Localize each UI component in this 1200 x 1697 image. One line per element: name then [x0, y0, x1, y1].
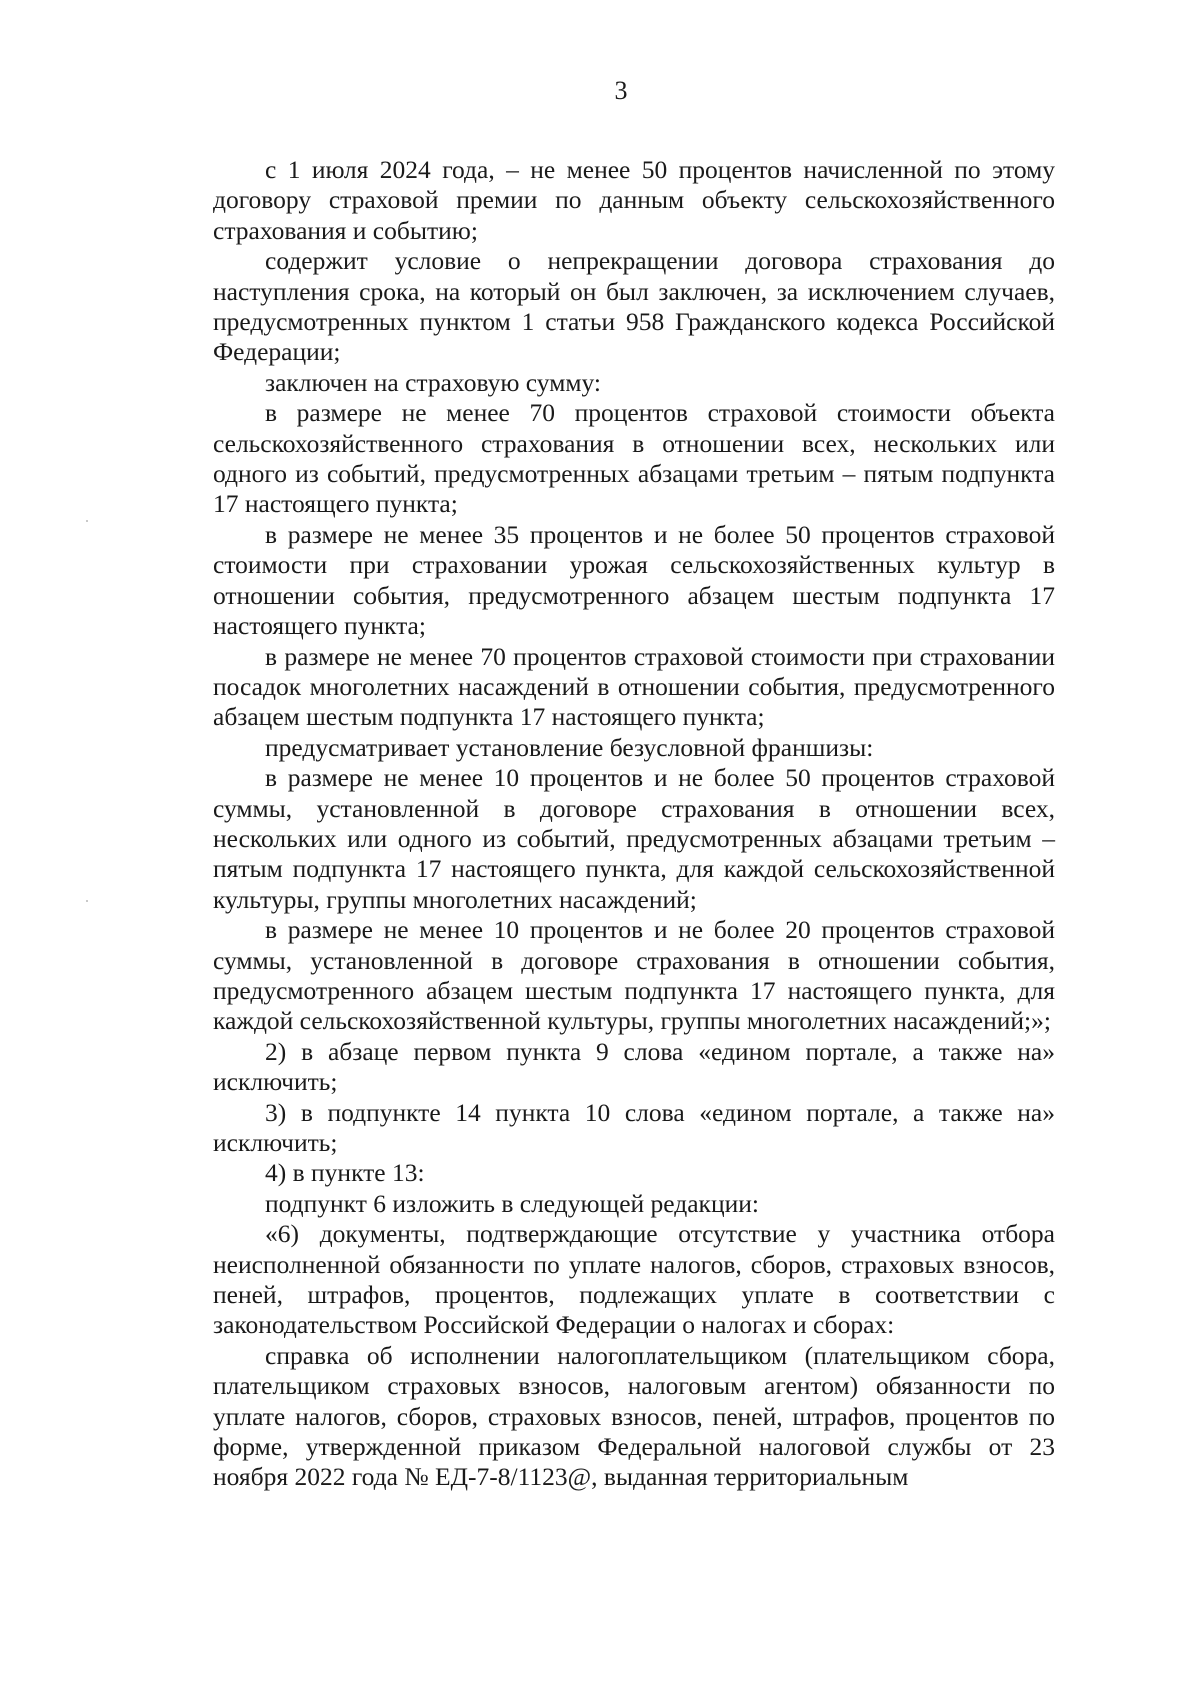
paragraph: в размере не менее 70 процентов страховой стоимости объекта сельскохозяйственного страхования в отношении всех, нескольких или одного из событий, предусмотренных абзацами третьим – пятым подпункта 17 настоящего пункта; — [213, 398, 1055, 519]
paragraph: заключен на страховую сумму: — [265, 367, 601, 397]
paragraph: 2) в абзаце первом пункта 9 слова «едином портале, а также на» исключить; — [213, 1036, 1055, 1097]
paragraph: подпункт 6 изложить в следующей редакции: — [265, 1188, 759, 1218]
document-body — [213, 155, 1055, 1493]
paragraph: справка об исполнении налогоплательщиком (плательщиком сбора, плательщиком страховых взносов, налоговым агентом) обязанности по уплате налогов, сборов, страховых взносов, пеней, штрафов, процентов по форме, утвержденной приказом Федеральной налоговой службы от 23 ноября 2022 года № ЕД-7-8/1123@, выданная территориальным — [213, 1340, 1055, 1492]
paragraph: предусматривает установление безусловной франшизы: — [265, 732, 874, 762]
paragraph: в размере не менее 70 процентов страховой стоимости при страховании посадок многолетних насаждений в отношении события, предусмотренного абзацем шестым подпункта 17 настоящего пункта; — [213, 641, 1055, 732]
paragraph: «6) документы, подтверждающие отсутствие у участника отбора неисполненной обязанности по уплате налогов, сборов, страховых взносов, пеней, штрафов, процентов, подлежащих уплате в соответствии с законодательством Российской Федерации о налогах и сборах: — [213, 1219, 1055, 1340]
paragraph: содержит условие о непрекращении договора страхования до наступления срока, на который он был заключен, за исключением случаев, предусмотренных пунктом 1 статьи 958 Гражданского кодекса Российской Федерации; — [213, 246, 1055, 367]
paragraph: в размере не менее 10 процентов и не более 50 процентов страховой суммы, установленной в договоре страхования в отношении всех, нескольких или одного из событий, предусмотренных абзацами третьим – пятым подпункта 17 настоящего пункта, для каждой сельскохозяйственной культуры, группы многолетних насаждений; — [213, 763, 1055, 914]
paragraph: в размере не менее 35 процентов и не более 50 процентов страховой стоимости при страховании урожая сельскохозяйственных культур в отношении события, предусмотренного абзацем шестым подпункта 17 настоящего пункта; — [213, 519, 1055, 641]
scan-artifact — [86, 520, 88, 522]
paragraph: 3) в подпункте 14 пункта 10 слова «едином портале, а также на» исключить; — [213, 1097, 1055, 1157]
scan-artifact — [86, 900, 88, 902]
paragraph: с 1 июля 2024 года, – не менее 50 процентов начисленной по этому договору страховой премии по данным объекту сельскохозяйственного страхования и событию; — [213, 155, 1055, 245]
paragraph: в размере не менее 10 процентов и не более 20 процентов страховой суммы, установленной в договоре страхования в отношении события, предусмотренного абзацем шестым подпункта 17 настоящего пункта, для каждой сельскохозяйственной культуры, группы многолетних насаждений;»; — [213, 915, 1055, 1036]
page-number: 3 — [614, 76, 628, 105]
paragraph: 4) в пункте 13: — [265, 1158, 425, 1188]
